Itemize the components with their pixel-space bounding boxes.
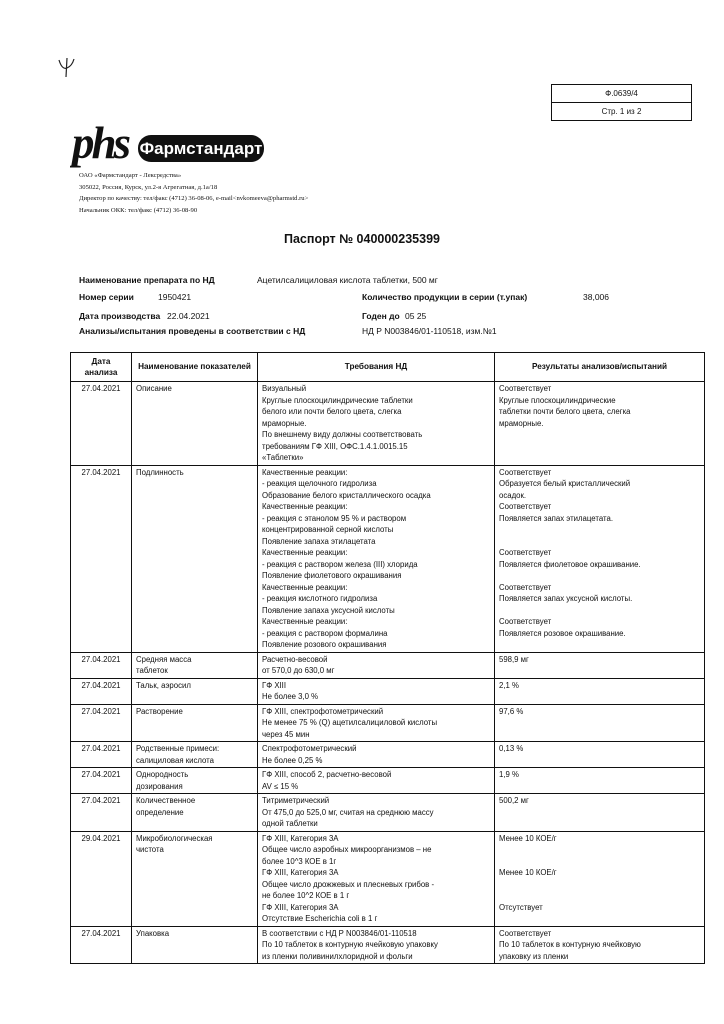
indicator-name: Средняя масса (136, 654, 192, 664)
requirement-text: Появление фиолетового окрашивания (262, 571, 402, 580)
result-text-cell (495, 704, 705, 742)
result-text: Соответствует (499, 548, 552, 557)
indicator-name-cell (132, 382, 258, 466)
requirement-text: Визуальный (262, 384, 307, 393)
table-row (71, 382, 705, 466)
requirement-text: ГФ XIII, Категория 3А (262, 833, 339, 843)
requirement-text: Спектрофотометрический (262, 744, 357, 753)
requirement-text: Общее число аэробных микроорганизмов – не (262, 845, 432, 854)
requirement-text-cell (258, 926, 495, 964)
result-text: Соответствует (499, 467, 552, 477)
result-text (499, 570, 700, 582)
requirement-text: Не более 0,25 % (262, 755, 323, 765)
form-code-box (551, 84, 692, 121)
indicator-name: Тальк, аэросил (136, 680, 191, 690)
result-text-cell (495, 831, 705, 926)
requirement-text: Не менее 75 % (Q) ацетилсалициловой кислоты (262, 718, 438, 727)
requirement-text: ГФ XIII (262, 680, 287, 690)
company-line: Директор по качеству: тел/факс (4712) 36-08-06, e-mail<nvkomeeva@pharmstd.ru> (79, 195, 309, 202)
requirement-text: концентрированной серной кислоты (262, 525, 394, 534)
table-row (71, 652, 705, 678)
result-text (499, 524, 700, 536)
analysis-date: 27.04.2021 (71, 704, 132, 742)
result-text: Появляется розовое окрашивание. (499, 628, 626, 638)
indicator-name: Родственные примеси: (136, 744, 220, 753)
company-info (79, 170, 308, 216)
requirement-text: мраморные. (262, 418, 307, 428)
requirement-text: более 10^3 КОЕ в 1г (262, 856, 337, 866)
expiry-value: 05 25 (405, 311, 427, 321)
requirement-text: не более 10^2 КОЕ в 1 г (262, 891, 350, 900)
table-row (71, 794, 705, 832)
result-text: Появляется фиолетовое окрашивание. (499, 559, 641, 569)
requirement-text: Качественные реакции: (262, 548, 348, 557)
result-text: Соответствует (499, 928, 552, 938)
company-line: 305022, Россия, Курск, ул.2-я Агрегатная, д.1а/18 (79, 183, 218, 191)
indicator-name-cell (132, 926, 258, 964)
result-text: 598,9 мг (499, 654, 529, 664)
result-text: Отсутствует (499, 902, 543, 912)
requirement-text-cell (258, 382, 495, 466)
production-date-value: 22.04.2021 (167, 311, 210, 321)
analysis-date: 27.04.2021 (71, 768, 132, 794)
requirement-text: ГФ XIII, Категория 3А (262, 902, 339, 912)
requirement-text: «Таблетки» (262, 453, 304, 462)
indicator-name: Растворение (136, 706, 183, 716)
requirement-text: ГФ XIII, Категория 3А (262, 868, 339, 877)
expiry-label: Годен до (362, 311, 400, 321)
analysis-basis-value: НД Р N003846/01-110518, изм.№1 (362, 326, 497, 336)
requirement-text: Появление запаха уксусной кислоты (262, 605, 395, 615)
handwritten-mark (56, 56, 78, 78)
table-header-row (71, 353, 705, 382)
analysis-date: 27.04.2021 (71, 742, 132, 768)
indicator-name-cell (132, 652, 258, 678)
analysis-date: 27.04.2021 (71, 465, 132, 652)
series-label: Номер серии (79, 292, 134, 302)
requirement-text: ГФ XIII, спектрофотометрический (262, 706, 384, 716)
requirement-text: Качественные реакции: (262, 502, 348, 511)
result-text: Менее 10 КОЕ/г (499, 833, 557, 843)
result-text: 0,13 % (499, 744, 524, 753)
requirement-text: Расчетно-весовой (262, 654, 328, 664)
result-text-cell (495, 742, 705, 768)
requirement-text: - реакция щелочного гидролиза (262, 479, 377, 488)
requirement-text: Титриметрический (262, 796, 330, 805)
result-text: осадок. (499, 490, 527, 500)
header-requirements: Требования НД (258, 353, 495, 382)
requirement-text: В соответствии с НД Р N003846/01-110518 (262, 928, 417, 938)
indicator-name-cell (132, 678, 258, 704)
requirement-text: AV ≤ 15 % (262, 781, 299, 791)
result-text: По 10 таблеток в контурную ячейковую (499, 940, 641, 949)
result-text-cell (495, 794, 705, 832)
result-text: Менее 10 КОЕ/г (499, 868, 557, 877)
requirement-text: ГФ XIII, способ 2, расчетно-весовой (262, 770, 392, 779)
company-line: ОАО «Фармстандарт - Лексредства» (79, 172, 182, 179)
result-text: Соответствует (499, 617, 552, 626)
indicator-name: Однородность (136, 770, 189, 779)
indicator-name: салициловая кислота (136, 755, 214, 765)
indicator-name-cell (132, 465, 258, 652)
result-text (499, 639, 700, 651)
requirement-text-cell (258, 768, 495, 794)
series-value: 1950421 (158, 292, 192, 302)
requirement-text: Образование белого кристаллического осадка (262, 490, 431, 500)
table-row (71, 678, 705, 704)
requirement-text: Не более 3,0 % (262, 692, 319, 701)
requirement-text: Отсутствие Escherichia coli в 1 г (262, 914, 378, 923)
requirement-text: По внешнему виду должны соответствовать (262, 430, 423, 439)
result-text-cell (495, 465, 705, 652)
result-text: 97,6 % (499, 706, 524, 716)
quantity-label: Количество продукции в серии (т.упак) (362, 292, 528, 302)
result-text-cell (495, 768, 705, 794)
requirement-text-cell (258, 678, 495, 704)
quantity-value: 38,006 (583, 292, 609, 302)
requirement-text: Круглые плоскоцилиндрические таблетки (262, 395, 413, 405)
result-text (499, 844, 700, 856)
result-text: 500,2 мг (499, 796, 529, 805)
result-text: таблетки почти белого цвета, слегка (499, 407, 631, 416)
requirement-text: - реакция с раствором железа (III) хлорида (262, 559, 418, 569)
indicator-name-cell (132, 704, 258, 742)
table-row (71, 742, 705, 768)
result-text (499, 856, 700, 868)
result-text (499, 879, 700, 891)
page-counter: Стр. 1 из 2 (552, 102, 691, 120)
requirement-text: - реакция с этанолом 95 % и раствором (262, 513, 407, 523)
result-text: Соответствует (499, 384, 552, 393)
result-text (499, 913, 700, 925)
indicator-name: Количественное (136, 796, 196, 805)
result-text: 2,1 % (499, 680, 519, 690)
requirement-text: Появление розового окрашивания (262, 640, 387, 649)
analysis-date: 27.04.2021 (71, 678, 132, 704)
indicator-name-cell (132, 742, 258, 768)
table-row (71, 926, 705, 964)
indicator-name: таблеток (136, 666, 168, 675)
requirement-text: По 10 таблеток в контурную ячейковую упаковку (262, 940, 438, 949)
requirement-text: из пленки поливинилхлоридной и фольги (262, 951, 413, 961)
analysis-date: 27.04.2021 (71, 794, 132, 832)
result-text: Появляется запах этилацетата. (499, 513, 613, 523)
result-text-cell (495, 382, 705, 466)
analysis-date: 27.04.2021 (71, 652, 132, 678)
requirement-text-cell (258, 652, 495, 678)
drug-name-label: Наименование препарата по НД (79, 275, 215, 285)
table-row (71, 831, 705, 926)
indicator-name: дозирования (136, 781, 183, 791)
requirement-text-cell (258, 831, 495, 926)
requirement-text: белого или почти белого цвета, слегка (262, 407, 402, 416)
result-text: мраморные. (499, 418, 544, 428)
header-indicator: Наименование показателей (132, 353, 258, 382)
form-code: Ф.0639/4 (605, 89, 638, 98)
result-text: Соответствует (499, 502, 552, 511)
indicator-name-cell (132, 831, 258, 926)
requirement-text: через 45 мин (262, 729, 310, 739)
result-text: Круглые плоскоцилиндрические (499, 395, 616, 405)
production-date-label: Дата производства (79, 311, 161, 321)
result-text (499, 536, 700, 548)
header-date: Дата анализа (71, 353, 132, 382)
result-text (499, 605, 700, 617)
indicator-name: чистота (136, 845, 164, 854)
requirement-text: Появление запаха этилацетата (262, 536, 376, 546)
result-text: 1,9 % (499, 770, 519, 779)
indicator-name: Описание (136, 384, 172, 393)
indicator-name: Микробиологическая (136, 833, 213, 843)
requirement-text: Качественные реакции: (262, 467, 348, 477)
result-text: Соответствует (499, 582, 552, 592)
result-text: упаковку из пленки (499, 951, 569, 961)
requirement-text-cell (258, 465, 495, 652)
table-row (71, 465, 705, 652)
analysis-date: 27.04.2021 (71, 382, 132, 466)
requirement-text: Качественные реакции: (262, 582, 348, 592)
requirement-text: - реакция кислотного гидролиза (262, 594, 378, 603)
header-results: Результаты анализов/испытаний (495, 353, 705, 382)
svg-text:Фармстандарт: Фармстандарт (139, 139, 263, 158)
requirement-text: От 475,0 до 525,0 мг, считая на среднюю массу (262, 807, 434, 817)
result-text: Образуется белый кристаллический (499, 479, 631, 488)
requirement-text-cell (258, 742, 495, 768)
requirement-text: Качественные реакции: (262, 617, 348, 626)
indicator-name: Подлинность (136, 467, 184, 477)
analysis-date: 27.04.2021 (71, 926, 132, 964)
svg-text:phs: phs (72, 118, 129, 168)
company-line: Начальник ОКК: тел/факс (4712) 36-08-90 (79, 206, 198, 214)
result-text: Появляется запах уксусной кислоты. (499, 594, 633, 603)
requirement-text-cell (258, 704, 495, 742)
result-text (499, 890, 700, 902)
indicator-name-cell (132, 768, 258, 794)
analysis-table (70, 352, 705, 964)
result-text-cell (495, 926, 705, 964)
analysis-basis-label: Анализы/испытания проведены в соответствии с НД (79, 326, 306, 336)
table-row (71, 704, 705, 742)
requirement-text-cell (258, 794, 495, 832)
indicator-name: Упаковка (136, 928, 170, 938)
indicator-name: определение (136, 807, 184, 817)
table-row (71, 768, 705, 794)
analysis-date: 29.04.2021 (71, 831, 132, 926)
requirement-text: - реакция с раствором формалина (262, 628, 388, 638)
drug-name-value: Ацетилсалициловая кислота таблетки, 500 мг (257, 275, 438, 285)
requirement-text: Общее число дрожжевых и плесневых грибов - (262, 879, 435, 889)
result-text-cell (495, 652, 705, 678)
requirement-text: требованиям ГФ XIII, ОФС.1.4.1.0015.15 (262, 441, 408, 451)
indicator-name-cell (132, 794, 258, 832)
requirement-text: от 570,0 до 630,0 мг (262, 666, 335, 675)
result-text-cell (495, 678, 705, 704)
passport-title: Паспорт № 040000235399 (284, 232, 440, 246)
requirement-text: одной таблетки (262, 819, 318, 828)
pharmstandard-logo (70, 118, 270, 174)
handwritten-mark-icon (56, 56, 78, 78)
